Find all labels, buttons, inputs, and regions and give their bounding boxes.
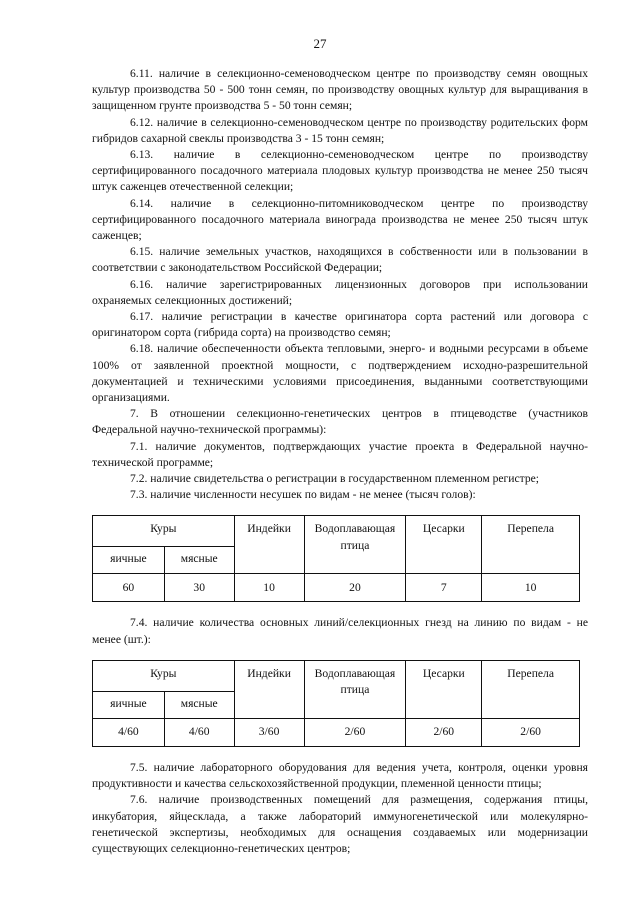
paragraph-7-1: 7.1. наличие документов, подтверждающих участие проекта в Федеральной научно-технической программе; [92,439,588,469]
paragraph-7-3: 7.3. наличие численности несушек по видам - не менее (тысяч голов): [130,488,476,502]
paragraph-6-18: 6.18. наличие обеспеченности объекта тепловыми, энерго- и водными ресурсами в объеме 100% от заявленной проектной мощности, с подтверждением исходно-разрешительной документацией и техническими условиями присоединения, выданными соответствующими организациями. [92,342,588,405]
document-body [92,66,588,857]
cell-indeyki: 10 [234,574,304,602]
header-kury: Куры [93,516,235,547]
header-indeyki: Индейки [234,660,304,718]
paragraph-6-11: 6.11. наличие в селекционно-семеноводческом центре по производству семян овощных культур производства 50 - 500 тонн семян, по производству овощных культур для выращивания в защищенном грунте производства 5 - 50 тонн семян; [92,67,588,113]
cell-myasnye: 30 [164,574,234,602]
cell-yaichnye: 4/60 [93,718,165,746]
paragraph-6-16: 6.16. наличие зарегистрированных лицензионных договоров при использовании охраняемых селекционных достижений; [92,277,588,307]
paragraph-7-4: 7.4. наличие количества основных линий/селекционных гнезд на линию по видам - не менее (шт.): [92,616,588,646]
paragraph-6-12: 6.12. наличие в селекционно-семеноводческом центре по производству родительских форм гибридов сахарной свеклы производства 3 - 15 тонн семян; [92,115,588,145]
cell-vodoplav: 20 [304,574,406,602]
header-perepela: Перепела [482,660,580,718]
cell-yaichnye: 60 [93,574,165,602]
table-row [93,718,580,746]
table-header-row [93,660,580,691]
table-row [93,574,580,602]
header-vodoplav: Водоплавающая птица [304,516,406,574]
subheader-yaichnye: яичные [93,547,165,574]
paragraph-6-14: 6.14. наличие в селекционно-питомниководческом центре по производству сертифицированного посадочного материала винограда производства не менее 250 тысяч штук саженцев; [92,196,588,243]
cell-tsesarki: 7 [406,574,482,602]
paragraph-6-15: 6.15. наличие земельных участков, находящихся в собственности или в пользовании в соответствии с законодательством Российской Федерации; [92,245,588,275]
paragraph-7: 7. В отношении селекционно-генетических центров в птицеводстве (участников Федеральной научно-технической программы): [92,407,588,437]
subheader-myasnye: мясные [164,547,234,574]
cell-indeyki: 3/60 [234,718,304,746]
header-perepela: Перепела [482,516,580,574]
header-tsesarki: Цесарки [406,660,482,718]
paragraph-7-2: 7.2. наличие свидетельства о регистрации в государственном племенном регистре; [130,472,540,486]
cell-perepela: 10 [482,574,580,602]
cell-myasnye: 4/60 [164,718,234,746]
paragraph-6-17: 6.17. наличие регистрации в качестве оригинатора сорта растений или договора с оригинатором сорта (гибрида сорта) на производство семян; [92,310,588,340]
breeding-lines-table [92,660,580,747]
cell-vodoplav: 2/60 [304,718,406,746]
subheader-yaichnye: яичные [93,691,165,718]
cell-perepela: 2/60 [482,718,580,746]
header-vodoplav: Водоплавающая птица [304,660,406,718]
header-tsesarki: Цесарки [406,516,482,574]
page-number: 27 [313,36,327,51]
header-kury: Куры [93,660,235,691]
laying-hens-table [92,515,580,602]
cell-tsesarki: 2/60 [406,718,482,746]
table-header-row [93,516,580,547]
subheader-myasnye: мясные [164,691,234,718]
paragraph-6-13: 6.13. наличие в селекционно-семеноводческом центре по производству сертифицированного посадочного материала плодовых культур производства не менее 250 тысяч штук саженцев отечественной селекции; [92,148,588,194]
paragraph-7-6: 7.6. наличие производственных помещений для размещения, содержания птицы, инкубатория, яйцесклада, а также лабораторий иммуногенетической или молекулярно-генетической экспертизы, необходимых для оснащения создаваемых или модернизации существующих селекционно-генетических центров; [92,793,588,855]
paragraph-7-5: 7.5. наличие лабораторного оборудования для ведения учета, контроля, оценки уровня продуктивности и качества сельскохозяйственной продукции, племенной ценности птицы; [92,760,588,791]
header-indeyki: Индейки [234,516,304,574]
